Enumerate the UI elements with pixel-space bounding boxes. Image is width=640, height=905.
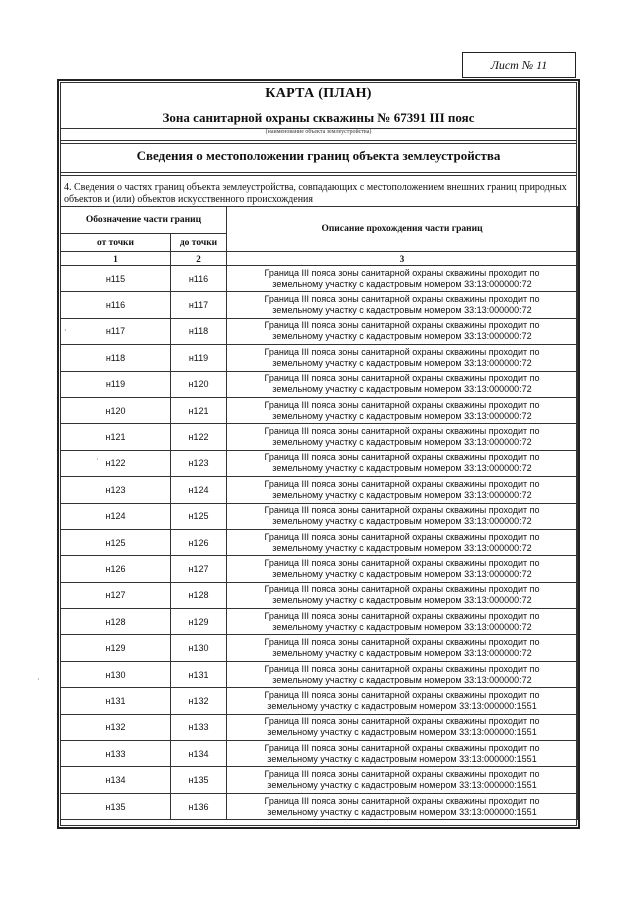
description-line: Граница III пояса зоны санитарной охраны скважины проходит по [264, 320, 540, 331]
description-line: земельному участку с кадастровым номером 33:13:000000:72 [272, 463, 532, 474]
to-point: н121 [171, 397, 227, 423]
table-row [61, 397, 578, 423]
boundary-description [227, 397, 578, 423]
table-row [61, 767, 578, 793]
description-line: земельному участку с кадастровым номером 33:13:000000:72 [272, 278, 532, 289]
table-row [61, 688, 578, 714]
boundary-description [227, 345, 578, 371]
boundary-description [227, 741, 578, 767]
from-point: н120 [61, 397, 171, 423]
description-line: Граница III пояса зоны санитарной охраны скважины проходит по [264, 426, 540, 437]
from-point: н126 [61, 556, 171, 582]
to-point: н120 [171, 371, 227, 397]
header-col-num: 2 [171, 252, 227, 266]
from-point: н132 [61, 714, 171, 740]
description-line: земельному участку с кадастровым номером 33:13:000000:72 [272, 489, 532, 500]
table-row [61, 793, 578, 819]
description-line: Граница III пояса зоны санитарной охраны скважины проходит по [264, 452, 540, 463]
to-point: н135 [171, 767, 227, 793]
description-line: земельному участку с кадастровым номером 33:13:000000:1551 [267, 780, 537, 791]
table-row [61, 529, 578, 555]
table-row [61, 661, 578, 687]
description-line: земельному участку с кадастровым номером 33:13:000000:72 [272, 542, 532, 553]
from-point: н122 [61, 450, 171, 476]
to-point: н127 [171, 556, 227, 582]
boundary-description [227, 609, 578, 635]
to-point: н122 [171, 424, 227, 450]
to-point: н118 [171, 318, 227, 344]
table-row [61, 424, 578, 450]
from-point: н129 [61, 635, 171, 661]
table-row [61, 345, 578, 371]
description-line: земельному участку с кадастровым номером 33:13:000000:72 [272, 516, 532, 527]
divider [60, 143, 577, 144]
table-row [61, 582, 578, 608]
boundary-description [227, 635, 578, 661]
description-line: земельному участку с кадастровым номером 33:13:000000:72 [272, 674, 532, 685]
header-to-point: до точки [171, 234, 227, 252]
description-line: Граница III пояса зоны санитарной охраны скважины проходит по [264, 267, 540, 278]
to-point: н134 [171, 741, 227, 767]
boundary-description [227, 450, 578, 476]
header-from-point: от точки [61, 234, 171, 252]
boundary-description [227, 688, 578, 714]
description-line: земельному участку с кадастровым номером 33:13:000000:72 [272, 595, 532, 606]
from-point: н119 [61, 371, 171, 397]
description-line: Граница III пояса зоны санитарной охраны скважины проходит по [264, 294, 540, 305]
boundary-table [60, 206, 578, 820]
table-row [61, 292, 578, 318]
table-body [61, 266, 578, 820]
header-col-num: 3 [227, 252, 578, 266]
boundary-description [227, 582, 578, 608]
to-point: н117 [171, 292, 227, 318]
table-row [61, 556, 578, 582]
header-boundary-designation: Обозначение части границ [61, 207, 227, 234]
description-line: Граница III пояса зоны санитарной охраны скважины проходит по [264, 769, 540, 780]
from-point: н115 [61, 266, 171, 292]
boundary-description [227, 714, 578, 740]
to-point: н132 [171, 688, 227, 714]
description-line: земельному участку с кадастровым номером 33:13:000000:72 [272, 410, 532, 421]
object-caption: (наименование объекта землеустройства) [265, 129, 372, 135]
description-line: земельному участку с кадастровым номером 33:13:000000:72 [272, 357, 532, 368]
description-line: земельному участку с кадастровым номером 33:13:000000:72 [272, 568, 532, 579]
from-point: н133 [61, 741, 171, 767]
object-name: Зона санитарной охраны скважины № 67391 III пояс [162, 110, 475, 125]
to-point: н119 [171, 345, 227, 371]
section-title: Сведения о местоположении границ объекта землеустройства [136, 148, 501, 163]
boundary-description [227, 767, 578, 793]
table-row [61, 450, 578, 476]
table-row [61, 266, 578, 292]
table-row [61, 503, 578, 529]
description-line: Граница III пояса зоны санитарной охраны скважины проходит по [264, 689, 540, 700]
boundary-description [227, 424, 578, 450]
from-point: н128 [61, 609, 171, 635]
description-line: Граница III пояса зоны санитарной охраны скважины проходит по [264, 478, 540, 489]
from-point: н125 [61, 529, 171, 555]
description-line: Граница III пояса зоны санитарной охраны скважины проходит по [264, 716, 540, 727]
from-point: н127 [61, 582, 171, 608]
scan-mark: · [37, 675, 40, 684]
description-line: земельному участку с кадастровым номером 33:13:000000:1551 [267, 700, 537, 711]
to-point: н129 [171, 609, 227, 635]
description-line: Граница III пояса зоны санитарной охраны скважины проходит по [264, 373, 540, 384]
description-line: земельному участку с кадастровым номером 33:13:000000:72 [272, 331, 532, 342]
description-line: Граница III пояса зоны санитарной охраны скважины проходит по [264, 663, 540, 674]
boundary-description [227, 371, 578, 397]
boundary-description [227, 556, 578, 582]
description-line: земельному участку с кадастровым номером 33:13:000000:1551 [267, 753, 537, 764]
divider [60, 140, 577, 141]
from-point: н116 [61, 292, 171, 318]
table-row [61, 741, 578, 767]
to-point: н123 [171, 450, 227, 476]
description-line: Граница III пояса зоны санитарной охраны скважины проходит по [264, 795, 540, 806]
page-title: КАРТА (ПЛАН) [265, 86, 372, 101]
table-row [61, 318, 578, 344]
description-line: Граница III пояса зоны санитарной охраны скважины проходит по [264, 531, 540, 542]
description-line: земельному участку с кадастровым номером 33:13:000000:1551 [267, 727, 537, 738]
description-line: Граница III пояса зоны санитарной охраны скважины проходит по [264, 399, 540, 410]
description-line: Граница III пояса зоны санитарной охраны скважины проходит по [264, 584, 540, 595]
info-text: 4. Сведения о частях границ объекта землеустройства, совпадающих с местоположением внешних границ природных объектов и (или) объектов искусственного происхождения [64, 182, 567, 205]
from-point: н121 [61, 424, 171, 450]
to-point: н128 [171, 582, 227, 608]
description-line: Граница III пояса зоны санитарной охраны скважины проходит по [264, 346, 540, 357]
description-line: земельному участку с кадастровым номером 33:13:000000:72 [272, 437, 532, 448]
description-line: Граница III пояса зоны санитарной охраны скважины проходит по [264, 610, 540, 621]
to-point: н133 [171, 714, 227, 740]
table-row [61, 714, 578, 740]
boundary-description [227, 318, 578, 344]
boundary-description [227, 477, 578, 503]
header-description: Описание прохождения части границ [227, 207, 578, 252]
from-point: н124 [61, 503, 171, 529]
sheet-number: Лист № 11 [462, 52, 576, 78]
to-point: н136 [171, 793, 227, 819]
boundary-description [227, 292, 578, 318]
from-point: н131 [61, 688, 171, 714]
scan-mark: · [64, 326, 67, 335]
divider [60, 172, 577, 173]
from-point: н117 [61, 318, 171, 344]
to-point: н130 [171, 635, 227, 661]
description-line: земельному участку с кадастровым номером 33:13:000000:72 [272, 305, 532, 316]
boundary-description [227, 529, 578, 555]
boundary-description [227, 266, 578, 292]
description-line: Граница III пояса зоны санитарной охраны скважины проходит по [264, 637, 540, 648]
divider [60, 175, 577, 176]
table-row [61, 609, 578, 635]
from-point: н135 [61, 793, 171, 819]
header-col-num: 1 [61, 252, 171, 266]
description-line: земельному участку с кадастровым номером 33:13:000000:72 [272, 384, 532, 395]
scan-mark: · [96, 455, 99, 464]
description-line: Граница III пояса зоны санитарной охраны скважины проходит по [264, 557, 540, 568]
to-point: н125 [171, 503, 227, 529]
from-point: н134 [61, 767, 171, 793]
table-row [61, 371, 578, 397]
from-point: н118 [61, 345, 171, 371]
from-point: н130 [61, 661, 171, 687]
description-line: земельному участку с кадастровым номером 33:13:000000:72 [272, 648, 532, 659]
boundary-description [227, 661, 578, 687]
description-line: Граница III пояса зоны санитарной охраны скважины проходит по [264, 505, 540, 516]
boundary-description [227, 503, 578, 529]
description-line: Граница III пояса зоны санитарной охраны скважины проходит по [264, 742, 540, 753]
table-row [61, 477, 578, 503]
to-point: н126 [171, 529, 227, 555]
description-line: земельному участку с кадастровым номером 33:13:000000:72 [272, 621, 532, 632]
to-point: н124 [171, 477, 227, 503]
description-line: земельному участку с кадастровым номером 33:13:000000:1551 [267, 806, 537, 817]
from-point: н123 [61, 477, 171, 503]
table-row [61, 635, 578, 661]
to-point: н116 [171, 266, 227, 292]
to-point: н131 [171, 661, 227, 687]
boundary-description [227, 793, 578, 819]
